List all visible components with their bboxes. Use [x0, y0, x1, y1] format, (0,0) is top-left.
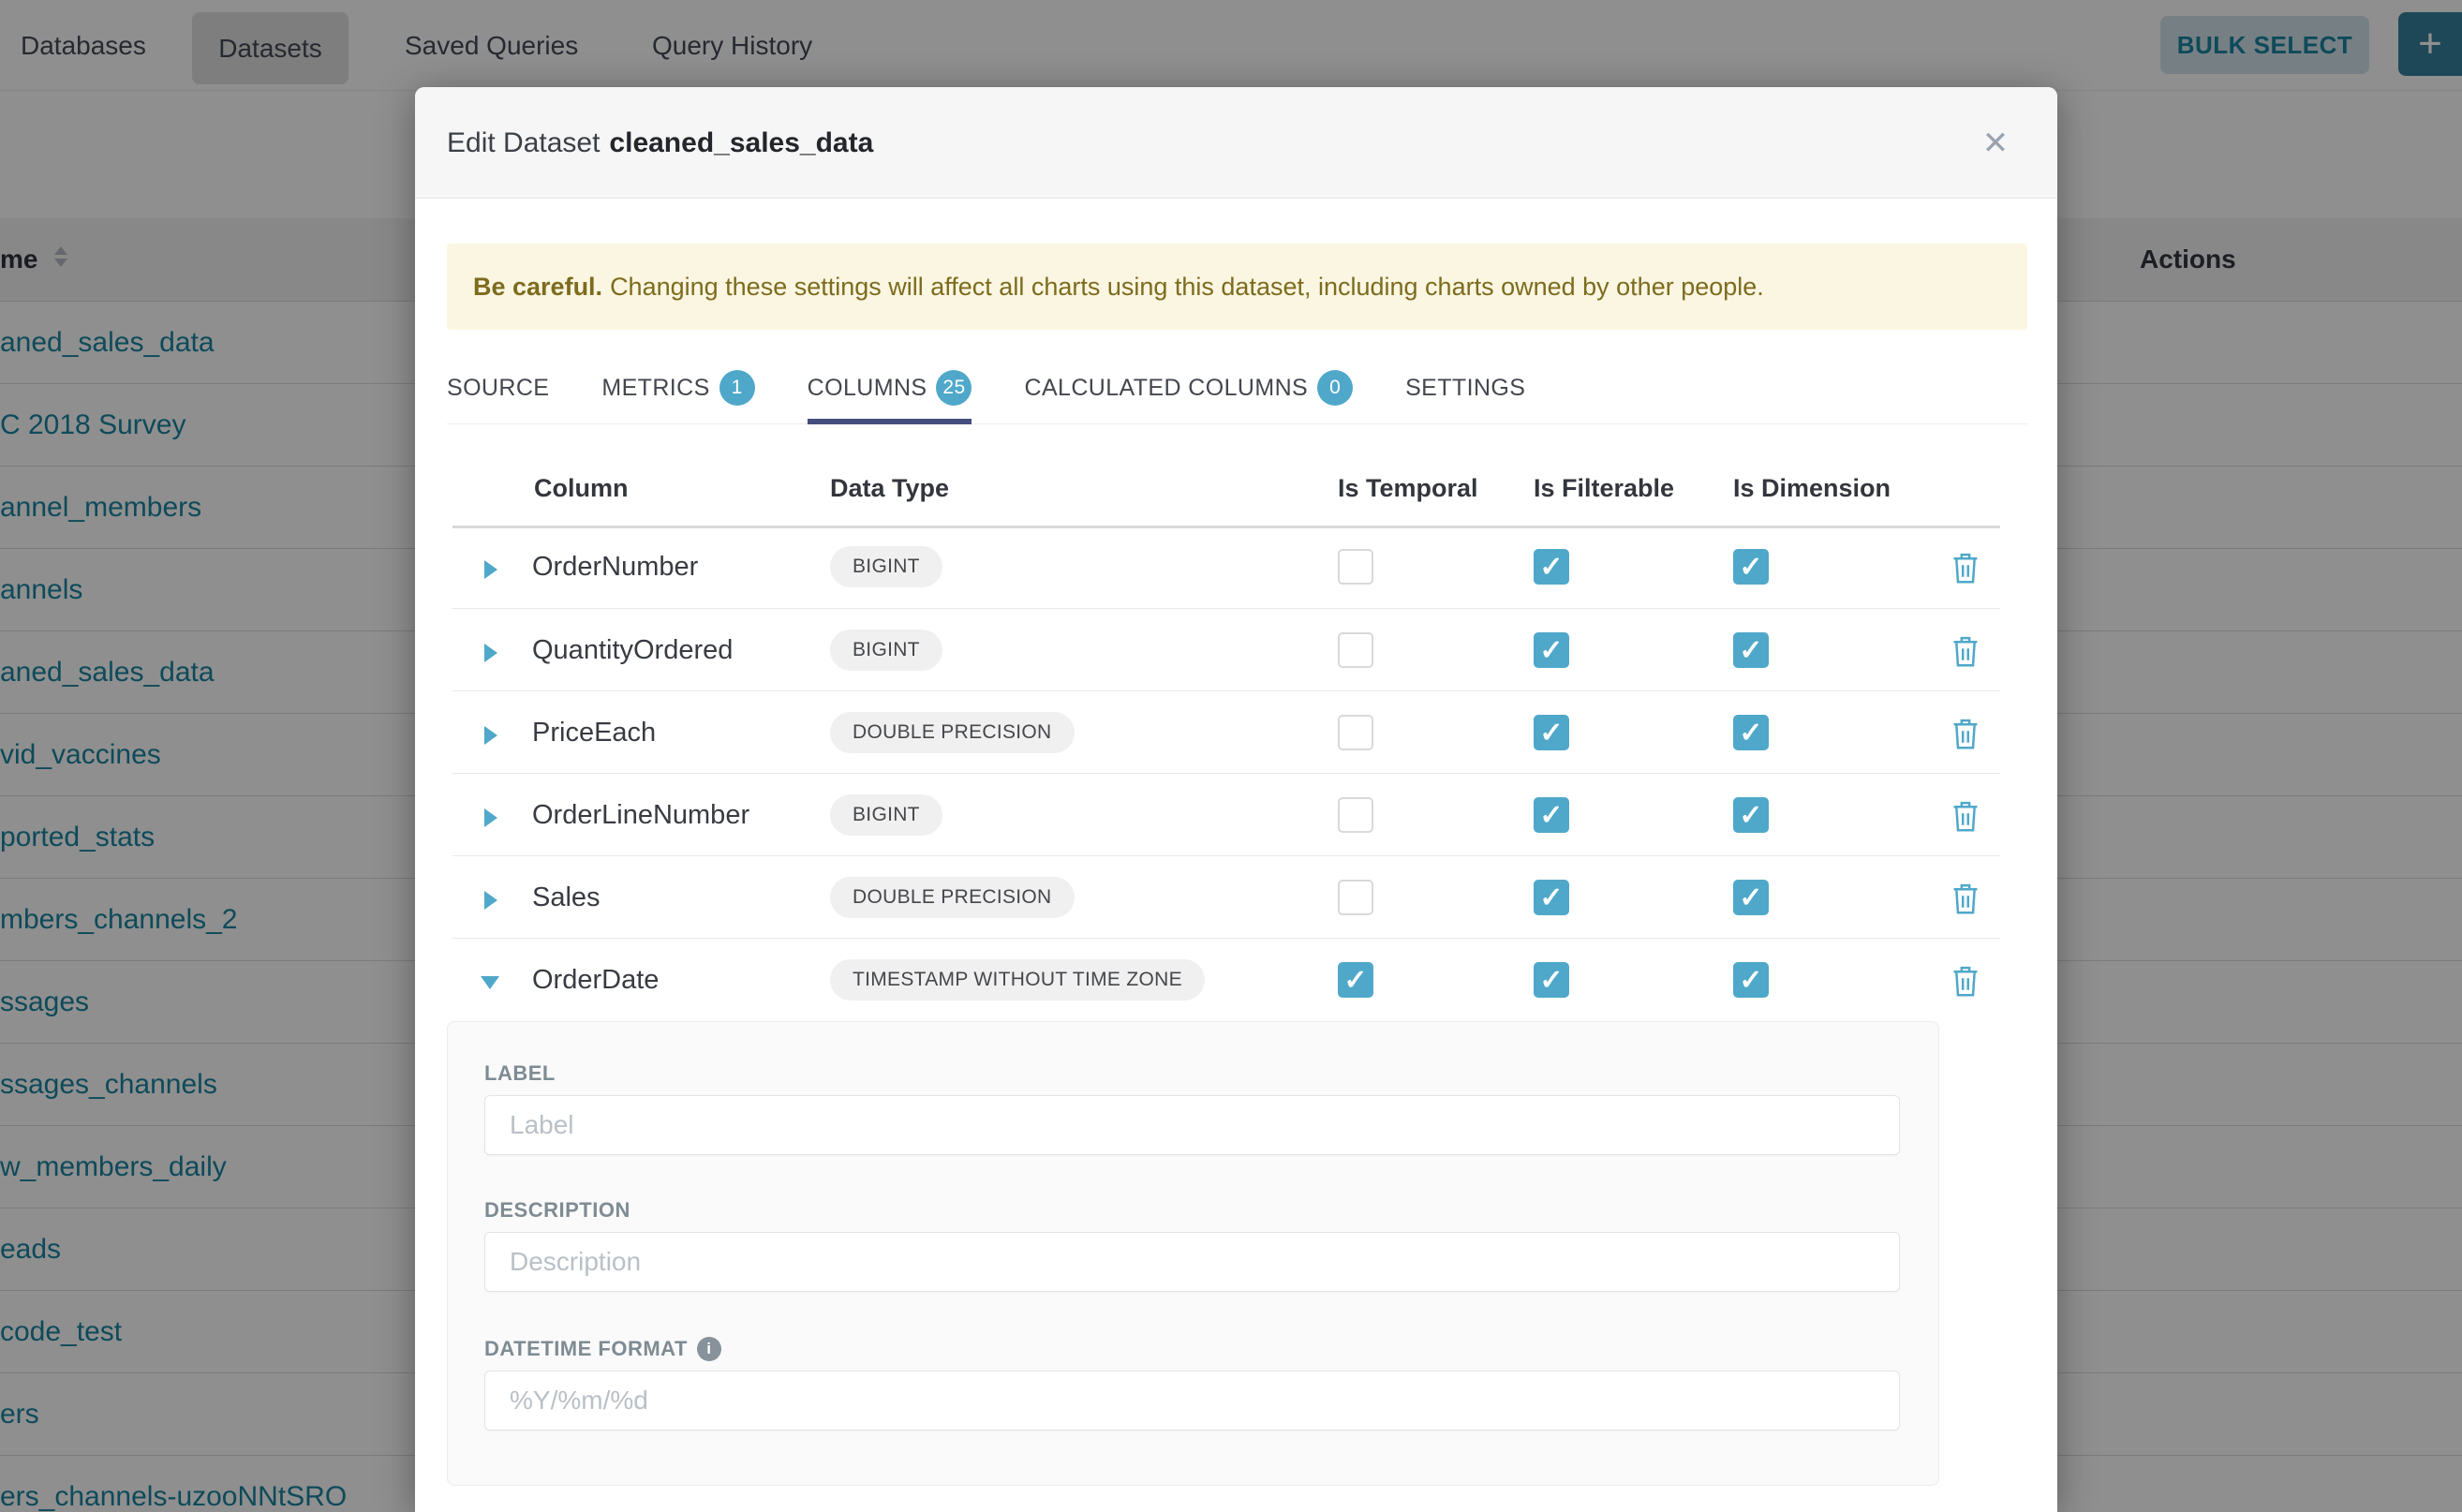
tab-count-badge: 25	[936, 370, 971, 406]
modal-tabs	[447, 352, 2027, 424]
column-detail-panel	[447, 1021, 1939, 1486]
column-name: OrderDate	[532, 964, 660, 995]
column-row-sales	[452, 855, 2000, 938]
columns-header-is-temporal: Is Temporal	[1338, 473, 1478, 502]
is-filterable-checkbox[interactable]	[1534, 880, 1569, 915]
tab-label: METRICS	[601, 374, 710, 401]
delete-column-trash-icon[interactable]	[1950, 964, 1981, 998]
data-type-pill: BIGINT	[830, 546, 942, 587]
columns-header-is-dimension: Is Dimension	[1733, 473, 1891, 502]
is-filterable-checkbox[interactable]	[1534, 797, 1569, 833]
nav-item-query-history[interactable]: Query History	[652, 30, 813, 60]
data-type-pill: DOUBLE PRECISION	[830, 712, 1075, 753]
is-filterable-checkbox[interactable]	[1534, 632, 1569, 668]
expand-caret-icon[interactable]	[484, 808, 497, 827]
columns-header-is-filterable: Is Filterable	[1534, 473, 1675, 502]
is-dimension-checkbox[interactable]	[1733, 962, 1769, 998]
column-name: Sales	[532, 882, 601, 912]
warning-banner-bold: Be careful.	[473, 272, 603, 301]
description-input[interactable]	[484, 1232, 1900, 1292]
column-row-orderlinenumber	[452, 773, 2000, 855]
expand-caret-icon[interactable]	[484, 891, 497, 910]
dataset-link[interactable]: ssages_channels	[0, 1068, 217, 1100]
tab-calculated-columns[interactable]	[1024, 352, 1353, 423]
tab-count-badge: 1	[719, 370, 755, 406]
tab-count-badge: 0	[1317, 370, 1353, 406]
dataset-link[interactable]: ers_channels-uzooNNtSRO	[0, 1480, 348, 1512]
is-temporal-checkbox[interactable]	[1338, 632, 1373, 668]
collapse-caret-icon[interactable]	[481, 976, 499, 989]
dataset-link[interactable]: C 2018 Survey	[0, 408, 186, 440]
dataset-link[interactable]: ported_stats	[0, 821, 156, 852]
label-input[interactable]	[484, 1095, 1900, 1155]
label-field-label-text: LABEL	[484, 1061, 556, 1085]
is-dimension-checkbox[interactable]	[1733, 715, 1769, 750]
is-temporal-checkbox[interactable]	[1338, 962, 1373, 998]
dataset-link[interactable]: aned_sales_data	[0, 326, 215, 358]
is-filterable-checkbox[interactable]	[1534, 549, 1569, 585]
is-dimension-checkbox[interactable]	[1733, 632, 1769, 668]
is-dimension-checkbox[interactable]	[1733, 549, 1769, 585]
columns-header-data-type: Data Type	[830, 473, 950, 502]
column-row-orderdate	[452, 938, 2000, 1020]
warning-banner	[447, 244, 2027, 330]
dataset-link[interactable]: ers	[0, 1398, 39, 1430]
datetime-format-field-label	[484, 1337, 721, 1361]
data-type-pill: BIGINT	[830, 630, 942, 671]
delete-column-trash-icon[interactable]	[1950, 634, 1981, 668]
is-dimension-checkbox[interactable]	[1733, 797, 1769, 833]
dataset-link[interactable]: annels	[0, 573, 83, 605]
tab-columns[interactable]	[808, 352, 972, 423]
label-field-label	[484, 1061, 556, 1086]
name-column-header[interactable]: me	[0, 245, 38, 274]
tab-label: CALCULATED COLUMNS	[1024, 374, 1309, 401]
nav-item-datasets[interactable]: Datasets	[192, 12, 349, 84]
nav-item-saved-queries[interactable]: Saved Queries	[405, 30, 579, 60]
is-dimension-checkbox[interactable]	[1733, 880, 1769, 915]
expand-caret-icon[interactable]	[484, 726, 497, 745]
is-temporal-checkbox[interactable]	[1338, 797, 1373, 833]
tab-source[interactable]	[447, 352, 549, 423]
dataset-link[interactable]: eads	[0, 1233, 62, 1265]
close-icon[interactable]: ✕	[1981, 125, 2010, 161]
expand-caret-icon[interactable]	[484, 644, 497, 662]
dataset-link[interactable]: ssages	[0, 986, 90, 1017]
tab-label: COLUMNS	[807, 374, 927, 401]
delete-column-trash-icon[interactable]	[1950, 799, 1981, 833]
add-dataset-button[interactable]: +	[2398, 12, 2462, 76]
expand-caret-icon[interactable]	[484, 560, 497, 579]
tab-settings[interactable]	[1405, 352, 1525, 423]
is-filterable-checkbox[interactable]	[1534, 962, 1569, 998]
column-name: PriceEach	[532, 717, 657, 748]
delete-column-trash-icon[interactable]	[1950, 882, 1981, 915]
datetime-format-input[interactable]	[484, 1371, 1900, 1430]
is-temporal-checkbox[interactable]	[1338, 880, 1373, 915]
column-row-priceeach	[452, 690, 2000, 773]
bulk-select-button[interactable]: BULK SELECT	[2160, 16, 2369, 74]
modal-title-prefix: Edit Dataset	[447, 126, 601, 158]
dataset-link[interactable]: mbers_channels_2	[0, 903, 238, 935]
delete-column-trash-icon[interactable]	[1950, 717, 1981, 750]
actions-column-header: Actions	[2140, 245, 2236, 274]
data-type-pill: TIMESTAMP WITHOUT TIME ZONE	[830, 959, 1205, 1001]
tab-label: SOURCE	[447, 374, 550, 401]
dataset-link[interactable]: w_members_daily	[0, 1150, 227, 1182]
dataset-link[interactable]: code_test	[0, 1315, 123, 1347]
dataset-link[interactable]: aned_sales_data	[0, 656, 215, 688]
delete-column-trash-icon[interactable]	[1950, 551, 1981, 585]
column-row-ordernumber	[452, 526, 2000, 608]
is-temporal-checkbox[interactable]	[1338, 715, 1373, 750]
edit-dataset-modal	[415, 87, 2057, 1512]
tab-label: SETTINGS	[1405, 374, 1526, 401]
is-temporal-checkbox[interactable]	[1338, 549, 1373, 585]
dataset-link[interactable]: vid_vaccines	[0, 738, 161, 770]
is-filterable-checkbox[interactable]	[1534, 715, 1569, 750]
info-icon[interactable]: i	[697, 1337, 721, 1361]
modal-title-dataset-name: cleaned_sales_data	[609, 126, 874, 158]
warning-banner-text: Changing these settings will affect all charts using this dataset, including charts owned by other people.	[610, 272, 1764, 301]
column-row-quantityordered	[452, 608, 2000, 690]
description-field-label	[484, 1198, 630, 1223]
description-field-label-text: DESCRIPTION	[484, 1198, 630, 1222]
modal-title	[447, 87, 873, 199]
datetime-format-label-text: DATETIME FORMAT	[484, 1337, 688, 1360]
tab-metrics[interactable]	[601, 352, 754, 423]
nav-item-databases[interactable]: Databases	[21, 30, 146, 60]
dataset-link[interactable]: annel_members	[0, 491, 202, 523]
data-type-pill: BIGINT	[830, 794, 942, 836]
data-type-pill: DOUBLE PRECISION	[830, 877, 1075, 918]
column-name: OrderNumber	[532, 551, 699, 582]
column-name: QuantityOrdered	[532, 634, 734, 665]
column-name: OrderLineNumber	[532, 799, 750, 830]
columns-header-column: Column	[534, 473, 629, 502]
modal-header	[415, 87, 2057, 199]
